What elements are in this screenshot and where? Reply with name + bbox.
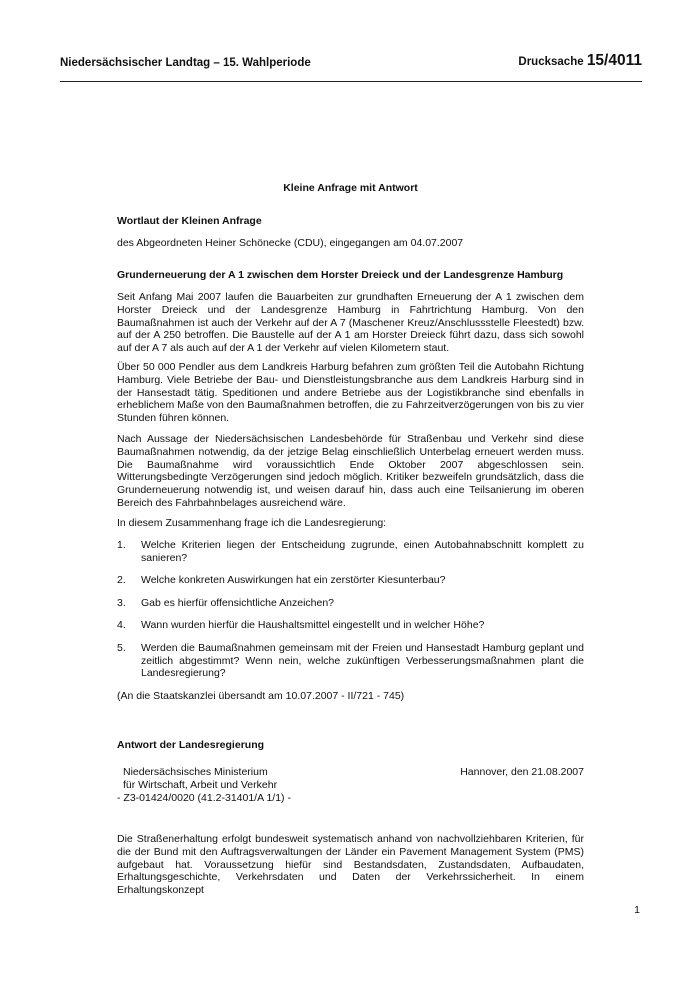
document-title: Kleine Anfrage mit Antwort — [283, 182, 418, 194]
question-list — [117, 539, 584, 690]
antwort-paragraph — [117, 833, 584, 897]
anfrage-paragraph-4 — [117, 517, 584, 530]
ministry-block — [117, 766, 291, 804]
ministry-name: Niedersächsisches Ministerium — [123, 766, 268, 778]
question-text: Welche Kriterien liegen der Entscheidung zugrunde, einen Autobahnabschnitt komplett zu sanieren? — [141, 539, 584, 564]
antwort-heading: Antwort der Landesregierung — [117, 739, 265, 751]
question-number: 5. — [117, 641, 126, 654]
list-item — [117, 597, 584, 610]
question-text: Gab es hierfür offensichtliche Anzeichen? — [141, 596, 335, 609]
list-item — [117, 539, 584, 565]
question-text: Welche konkreten Auswirkungen hat ein zerstörter Kiesunterbau? — [141, 574, 446, 587]
page-header — [60, 52, 642, 82]
paragraph: In diesem Zusammenhang frage ich die Landesregierung: — [117, 517, 387, 529]
paragraph: Über 50 000 Pendler aus dem Landkreis Harburg befahren zum größten Teil die Autobahn Richtung Hamburg. Viele Betriebe der Bau- und Dienstleistungsbranche aus dem Landkreis Harburg sind in der Hansestadt tätig. Speditionen und andere Betriebe aus der Logistikbranche sind ebenfalls in erheblichem Maße von den Baumaßnahmen betroffen, die zu Fahrzeitverzögerungen von bis zu vier Stunden führen können. — [117, 361, 584, 425]
ministry-reference: - Z3-01424/0020 (41.2-31401/A 1/1) - — [117, 791, 291, 804]
anfrage-paragraph-2 — [117, 361, 584, 425]
list-item — [117, 642, 584, 680]
paragraph: Nach Aussage der Niedersächsischen Landesbehörde für Straßenbau und Verkehr sind diese Baumaßnahmen notwendig, da der jetzige Belag einschließlich Unterbelag erneuert werden muss. Die Baumaßnahme wird voraussichtlich Ende Oktober 2007 abgeschlossen sein. Witterungsbedingte Verzögerungen sind jedoch möglich. Kritiker bezweifeln grundsätzlich, dass die Grunderneuerung notwendig ist, und weisen darauf hin, dass auch eine Teilsanierung im oberen Bereich des Fahrbahnbelages ausreichend wäre. — [117, 433, 584, 509]
anfrage-paragraph-3 — [117, 433, 584, 510]
anfrage-meta: des Abgeordneten Heiner Schönecke (CDU), eingegangen am 04.07.2007 — [117, 237, 464, 249]
question-number: 2. — [117, 574, 126, 587]
paragraph: Seit Anfang Mai 2007 laufen die Bauarbeiten zur grundhaften Erneuerung der A 1 zwischen dem Horster Dreieck und der Landesgrenze Hamburg in Fahrtrichtung Hamburg. Von den Baumaßnahmen ist auch der Verkehr auf der A 7 (Maschener Kreuz/Anschlussstelle Fleestedt) bzw. auf der A 250 betroffen. Die Baustelle auf der A 1 am Horster Dreieck führt dazu, dass sich sowohl auf der A 7 als auch auf der A 1 der Verkehr auf vielen Kilometern staut. — [117, 291, 584, 355]
document-number — [518, 52, 642, 70]
transmission-note: (An die Staatskanzlei übersandt am 10.07.2007 - II/721 - 745) — [117, 690, 405, 702]
paragraph: Die Straßenerhaltung erfolgt bundesweit systematisch anhand von nachvollziehbaren Kriterien, für die der Bund mit den Auftragsverwaltungen der Länder ein Pavement Management System (PMS) aufgebaut hat. Voraussetzung hiefür sind Bestandsdaten, Zustandsdaten, Aufbaudaten, Erhaltungsgeschichte, Verkehrsdaten und Daten der Verkehrssicherheit. In einem Erhaltungskonzept — [117, 833, 584, 897]
anfrage-paragraph-1 — [117, 291, 584, 355]
ministry-department: für Wirtschaft, Arbeit und Verkehr — [123, 778, 278, 791]
anfrage-subject: Grunderneuerung der A 1 zwischen dem Horster Dreieck und der Landesgrenze Hamburg — [117, 269, 564, 281]
question-number: 1. — [117, 539, 126, 551]
anfrage-heading: Wortlaut der Kleinen Anfrage — [117, 215, 262, 227]
list-item — [117, 574, 584, 587]
list-item — [117, 619, 584, 632]
place-date: Hannover, den 21.08.2007 — [460, 766, 584, 778]
document-number-label: Drucksache — [518, 56, 587, 68]
question-text: Werden die Baumaßnahmen gemeinsam mit der Freien und Hansestadt Hamburg geplant und zeitlich abgestimmt? Wenn nein, welche zukünftigen Verbesserungsmaßnahmen plant die Landesregierung? — [141, 641, 584, 680]
question-number: 4. — [117, 619, 126, 632]
document-number-value: 15/4011 — [586, 52, 642, 69]
question-number: 3. — [117, 596, 126, 609]
question-text: Wann wurden hierfür die Haushaltsmittel eingestellt und in welcher Höhe? — [141, 619, 485, 632]
parliament-title: Niedersächsischer Landtag – 15. Wahlperiode — [60, 57, 311, 69]
header-rule — [60, 81, 642, 82]
page-number: 1 — [634, 904, 640, 916]
